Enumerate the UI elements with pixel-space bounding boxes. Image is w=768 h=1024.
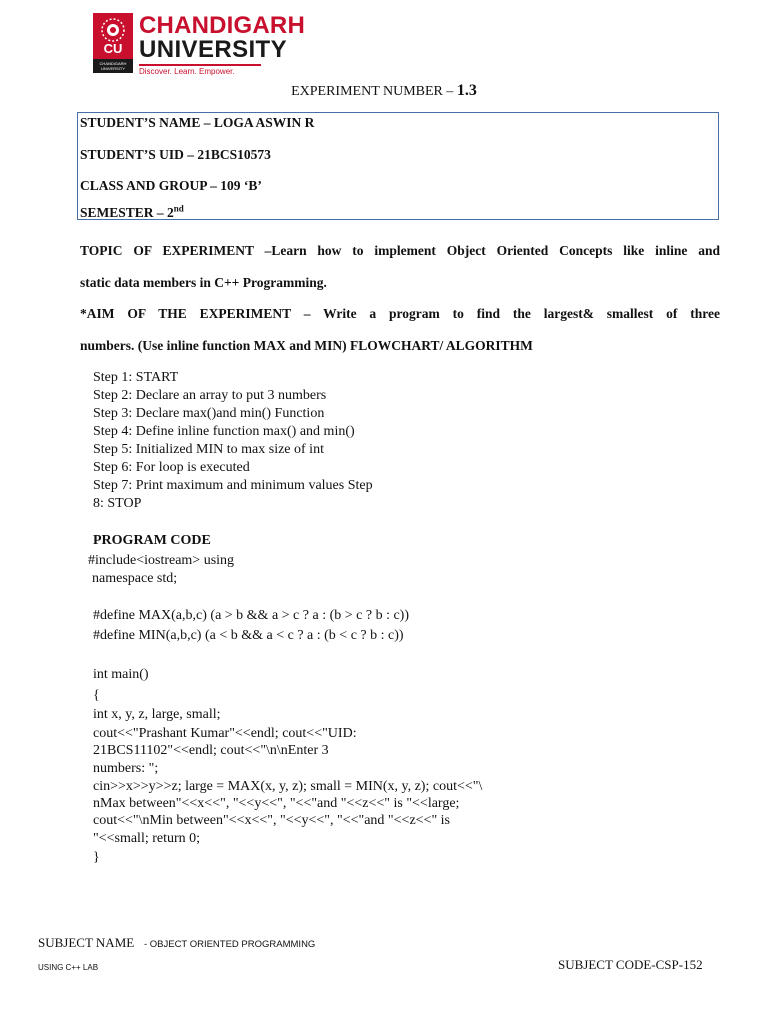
emblem-subtext: CHANDIGARH UNIVERSITY <box>99 61 127 71</box>
step-item: Step 2: Declare an array to put 3 numbers <box>93 388 327 403</box>
semester-suffix: nd <box>173 203 184 214</box>
step-item: Step 7: Print maximum and minimum values Step <box>93 478 373 493</box>
step-item: 8: STOP <box>93 496 142 511</box>
student-uid: STUDENT’S UID – 21BCS10573 <box>80 147 271 162</box>
student-info-box <box>77 112 719 220</box>
class-group: CLASS AND GROUP – 109 ‘B’ <box>80 178 262 193</box>
code-line: { <box>93 688 100 703</box>
code-line: cout<<"\nMin between"<<x<<", "<<y<<", "<<"and "<<z<<" is <box>93 813 450 828</box>
subject-name-value: - OBJECT ORIENTED PROGRAMMING <box>143 939 316 950</box>
footer-subject-code: SUBJECT CODE-CSP-152 <box>558 957 703 972</box>
logo-name-line1: CHANDIGARH <box>139 12 305 39</box>
code-line: int x, y, z, large, small; <box>93 707 221 722</box>
code-line: 21BCS11102"<<endl; cout<<"\n\nEnter 3 <box>93 743 329 758</box>
code-line: #include<iostream> using <box>88 553 235 568</box>
subject-name-label: SUBJECT NAME <box>38 935 135 950</box>
code-line: namespace std; <box>92 571 178 586</box>
step-item: Step 4: Define inline function max() and min() <box>93 424 355 439</box>
program-code-heading: PROGRAM CODE <box>93 533 211 548</box>
footer-lab-name: USING C++ LAB <box>38 963 99 972</box>
experiment-title <box>0 82 768 101</box>
semester-text: SEMESTER – 2 <box>80 205 174 220</box>
emblem-text: CU <box>103 41 123 56</box>
code-line: numbers: "; <box>93 761 159 776</box>
university-logo <box>93 12 305 76</box>
logo-name-line2: UNIVERSITY <box>139 36 288 63</box>
code-line: nMax between"<<x<<", "<<y<<", "<<"and "<<z<<" is "<<large; <box>93 796 460 811</box>
footer-subject-name <box>38 935 315 953</box>
logo-tagline: Discover. Learn. Empower. <box>139 67 235 76</box>
topic-line-1: TOPIC OF EXPERIMENT –Learn how to implement Object Oriented Concepts like inline and <box>80 243 720 258</box>
code-line: "<<small; return 0; <box>93 831 201 846</box>
code-line: #define MIN(a,b,c) (a < b && a < c ? a : (b < c ? b : c)) <box>93 628 404 643</box>
code-line: #define MAX(a,b,c) (a > b && a > c ? a : (b > c ? b : c)) <box>93 608 410 623</box>
step-item: Step 1: START <box>93 370 179 385</box>
aim-line-1: *AIM OF THE EXPERIMENT – Write a program to find the largest& smallest of three <box>80 306 720 321</box>
experiment-title-prefix: EXPERIMENT NUMBER – <box>291 84 454 99</box>
code-line: } <box>93 850 100 865</box>
aim-line-2: numbers. (Use inline function MAX and MIN) FLOWCHART/ ALGORITHM <box>80 338 533 353</box>
topic-line-2: static data members in C++ Programming. <box>80 275 327 290</box>
code-line: int main() <box>93 667 149 682</box>
logo-divider <box>139 64 261 66</box>
student-name: STUDENT’S NAME – LOGA ASWIN R <box>80 115 315 130</box>
code-line: cout<<"Prashant Kumar"<<endl; cout<<"UID: <box>93 726 357 741</box>
code-line: cin>>x>>y>>z; large = MAX(x, y, z); small = MIN(x, y, z); cout<<"\ <box>93 779 483 794</box>
step-item: Step 5: Initialized MIN to max size of int <box>93 442 324 457</box>
step-item: Step 6: For loop is executed <box>93 460 250 475</box>
experiment-number: 1.3 <box>456 82 477 99</box>
step-item: Step 3: Declare max()and min() Function <box>93 406 325 421</box>
semester <box>80 205 184 221</box>
